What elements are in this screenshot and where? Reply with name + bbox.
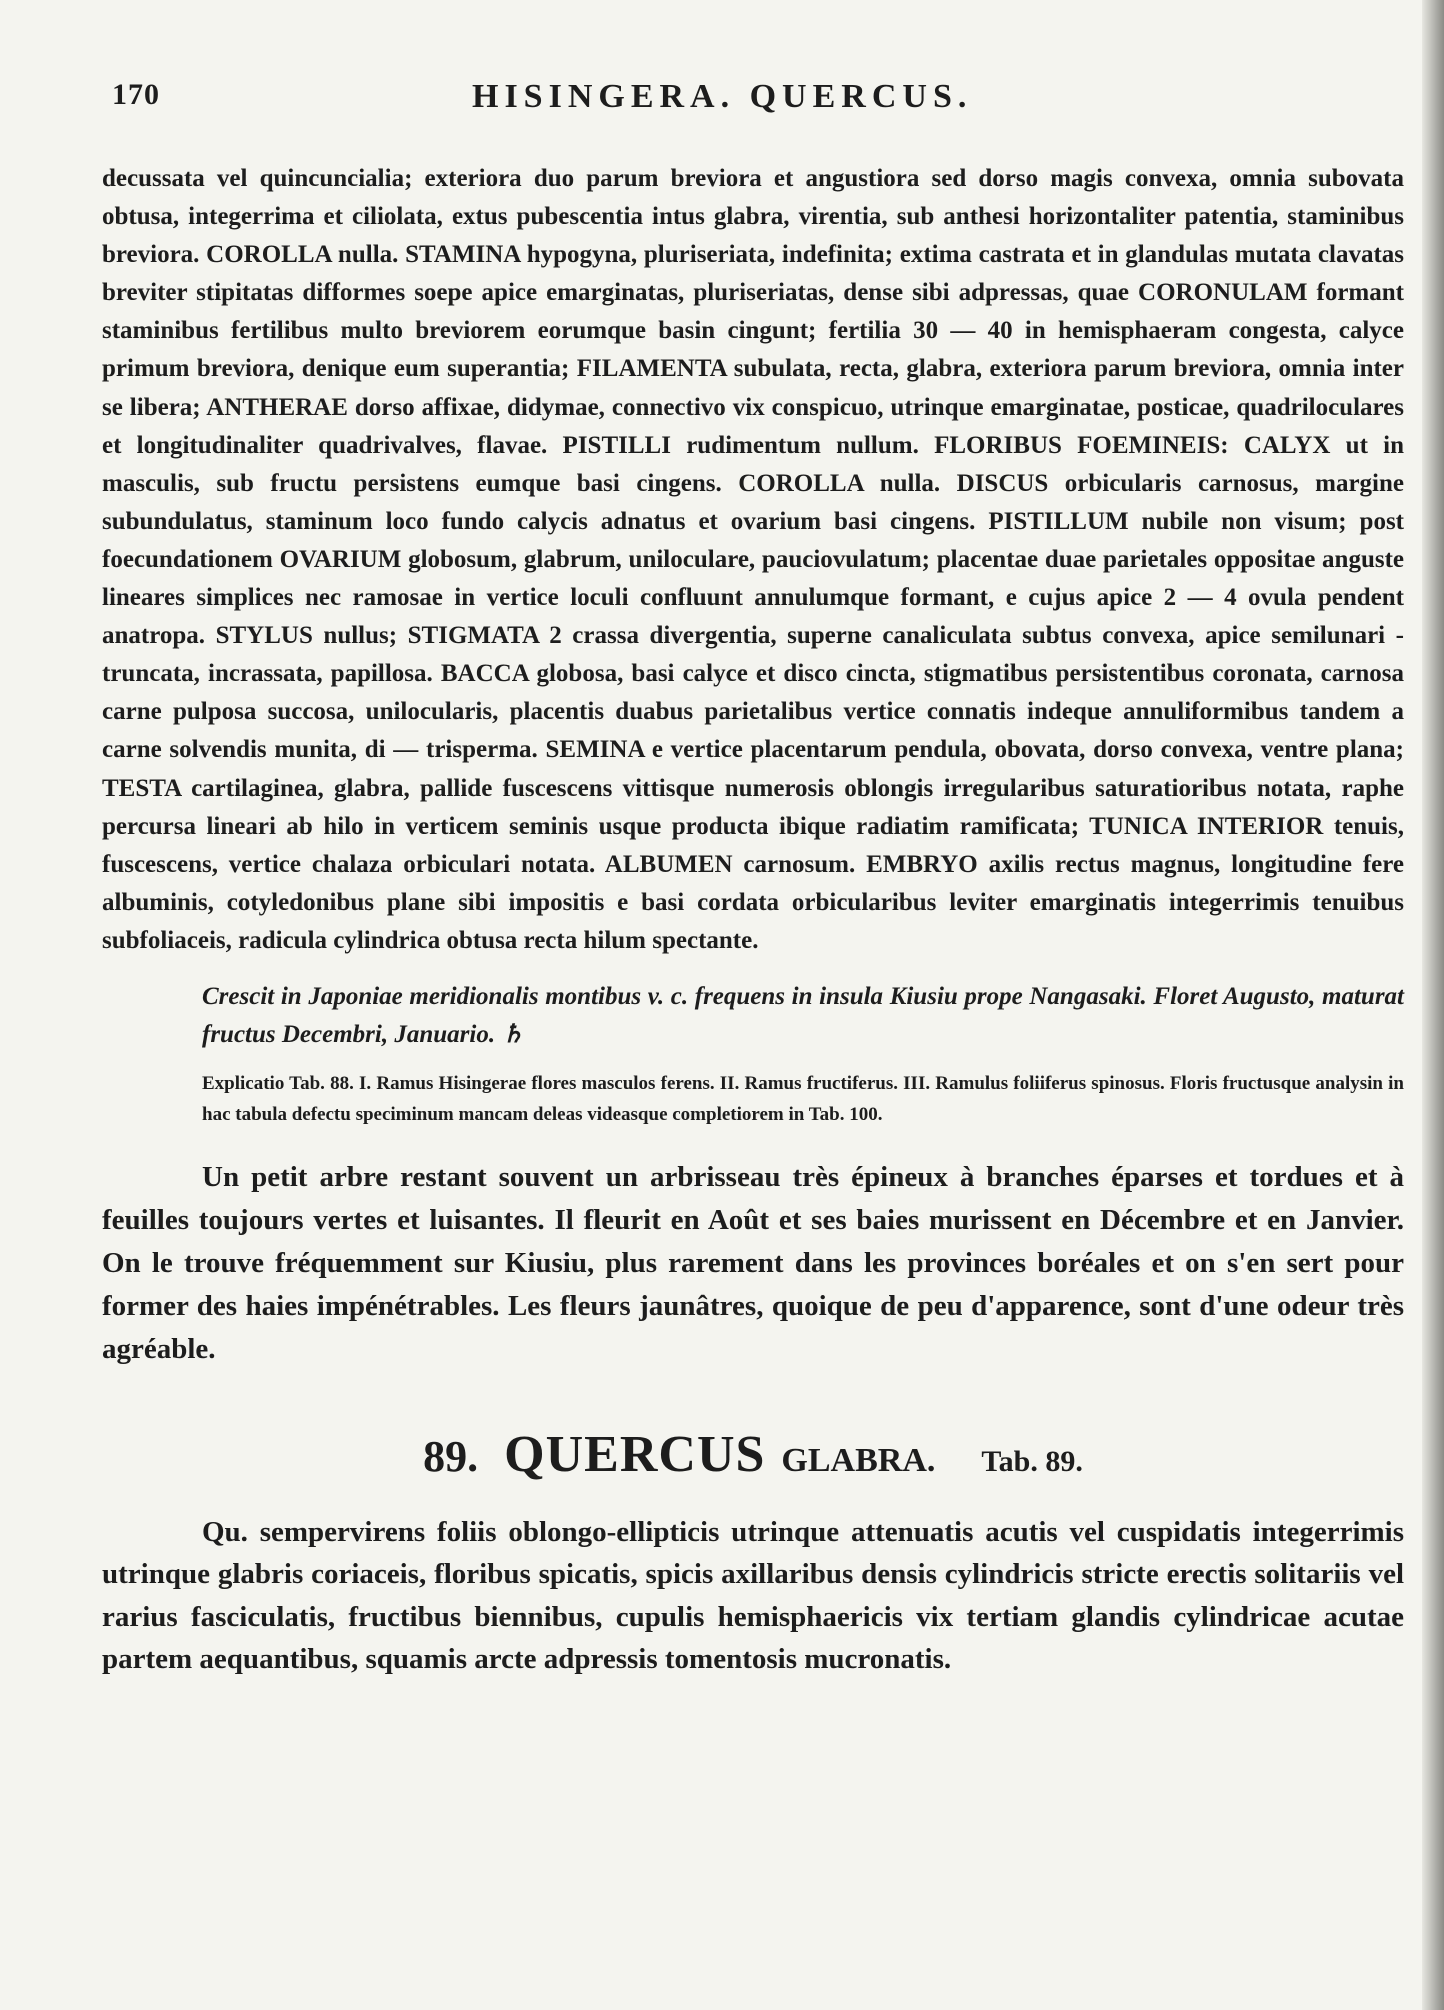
french-description-paragraph: Un petit arbre restant souvent un arbrisseau très épineux à branches éparses et tordues et à feuilles toujours vertes et luisantes. Il fleurit en Août et ses baies murissent en Décembre et en Janvier. On le trouve fréquemment sur Kiusiu, plus rarement dans les provinces boréales et on s'en sert pour former des haies impénétrables. Les fleurs jaunâtres, quoique de peu d'apparence, sont d'une odeur très agréable. — [102, 1160, 1404, 1365]
latin-description-paragraph: decussata vel quincuncialia; exteriora duo parum breviora et angustiora sed dorso magis convexa, omnia subovata obtusa, integerrima et ciliolata, extus pubescentia intus glabra, virentia, sub anthesi horizontaliter patentia, staminibus breviora. COROLLA nulla. STAMINA hypogyna, pluriseriata, indefinita; extima castrata et in glandulas mutata clavatas breviter stipitatas difformes soepe apice emarginatas, pluriseriatas, dense sibi adpressas, quae CORONULAM formant staminibus fertilibus multo breviorem eorumque basin cingunt; fertilia 30 — 40 in hemisphaeram congesta, calyce primum breviora, denique eum superantia; FILAMENTA subulata, recta, glabra, exteriora parum breviora, omnia inter se libera; ANTHERAE dorso affixae, didymae, connectivo vix conspicuo, utrinque emarginatae, posticae, quadriloculares et longitudinaliter quadrivalves, flavae. PISTILLI rudimentum nullum. FLORIBUS FOEMINEIS: CALYX ut in masculis, sub fructu persistens eumque basi cingens. COROLLA nulla. DISCUS orbicularis carnosus, margine subundulatus, staminum loco fundo calycis adnatus et ovarium basi cingens. PISTILLUM nubile non visum; post foecundationem OVARIUM globosum, glabrum, uniloculare, pauciovulatum; placentae duae parietales oppositae anguste lineares simplices nec ramosae in vertice loculi confluunt annulumque formant, e cujus apice 2 — 4 ovula pendent anatropa. STYLUS nullus; STIGMATA 2 crassa divergentia, superne canaliculata subtus convexa, apice semilunari - truncata, incrassata, papillosa. BACCA globosa, basi calyce et disco cincta, stigmatibus persistentibus coronata, carnosa carne pulposa succosa, unilocularis, placentis duabus parietalibus vertice connatis indeque annuliformibus tandem a carne solvendis munita, di — trisperma. SEMINA e vertice placentarum pendula, obovata, dorso convexa, ventre plana; TESTA cartilaginea, glabra, pallide fuscescens vittisque numerosis oblongis irregularibus saturatioribus notata, raphe percursa lineari ab hilo in verticem seminis usque producta ibique radiatim ramificata; TUNICA INTERIOR tenuis, fuscescens, vertice chalaza orbiculari notata. ALBUMEN carnosum. EMBRYO axilis rectus magnus, longitudine fere albuminis, cotyledonibus plane sibi impositis e basi cordata orbicularibus leviter emarginatis integerrimis tenuibus subfoliaceis, radicula cylindrica obtusa recta hilum spectante. — [102, 165, 1404, 954]
species-number: 89. — [423, 1431, 479, 1481]
page-header — [112, 78, 1052, 118]
species-plate-reference: Tab. 89. — [981, 1444, 1083, 1478]
page-edge-shadow — [1422, 0, 1444, 2010]
running-head: HISINGERA. QUERCUS. — [472, 78, 973, 115]
species-genus: QUERCUS — [504, 1425, 766, 1483]
diagnosis-paragraph: Qu. sempervirens foliis oblongo-ellipticis utrinque attenuatis acutis vel cuspidatis integerrimis utrinque glabris coriaceis, floribus spicatis, spicis axillaribus densis cylindricis stricte erectis solitariis vel rarius fasciculatis, fructibus biennibus, cupulis hemisphaericis vix tertiam glandis cylindricae acutae partem aequantibus, squamis arcte adpressis tomentosis mucronatis. — [102, 1515, 1404, 1676]
species-epithet: GLABRA. — [781, 1441, 936, 1479]
page-body — [102, 160, 1404, 1681]
species-heading — [102, 1425, 1404, 1487]
habitat-paragraph: Crescit in Japoniae meridionalis montibus v. c. frequens in insula Kiusiu prope Nangasaki. Floret Augusto, maturat fructus Decembri, Januario. ♄ — [202, 982, 1404, 1048]
page-number: 170 — [112, 78, 160, 111]
plate-explanation-paragraph: Explicatio Tab. 88. I. Ramus Hisingerae flores masculos ferens. II. Ramus fructiferus. III. Ramulus foliiferus spinosus. Floris fructusque analysin in hac tabula defectu speciminum mancam deleas videasque completiorem in Tab. 100. — [202, 1072, 1404, 1125]
